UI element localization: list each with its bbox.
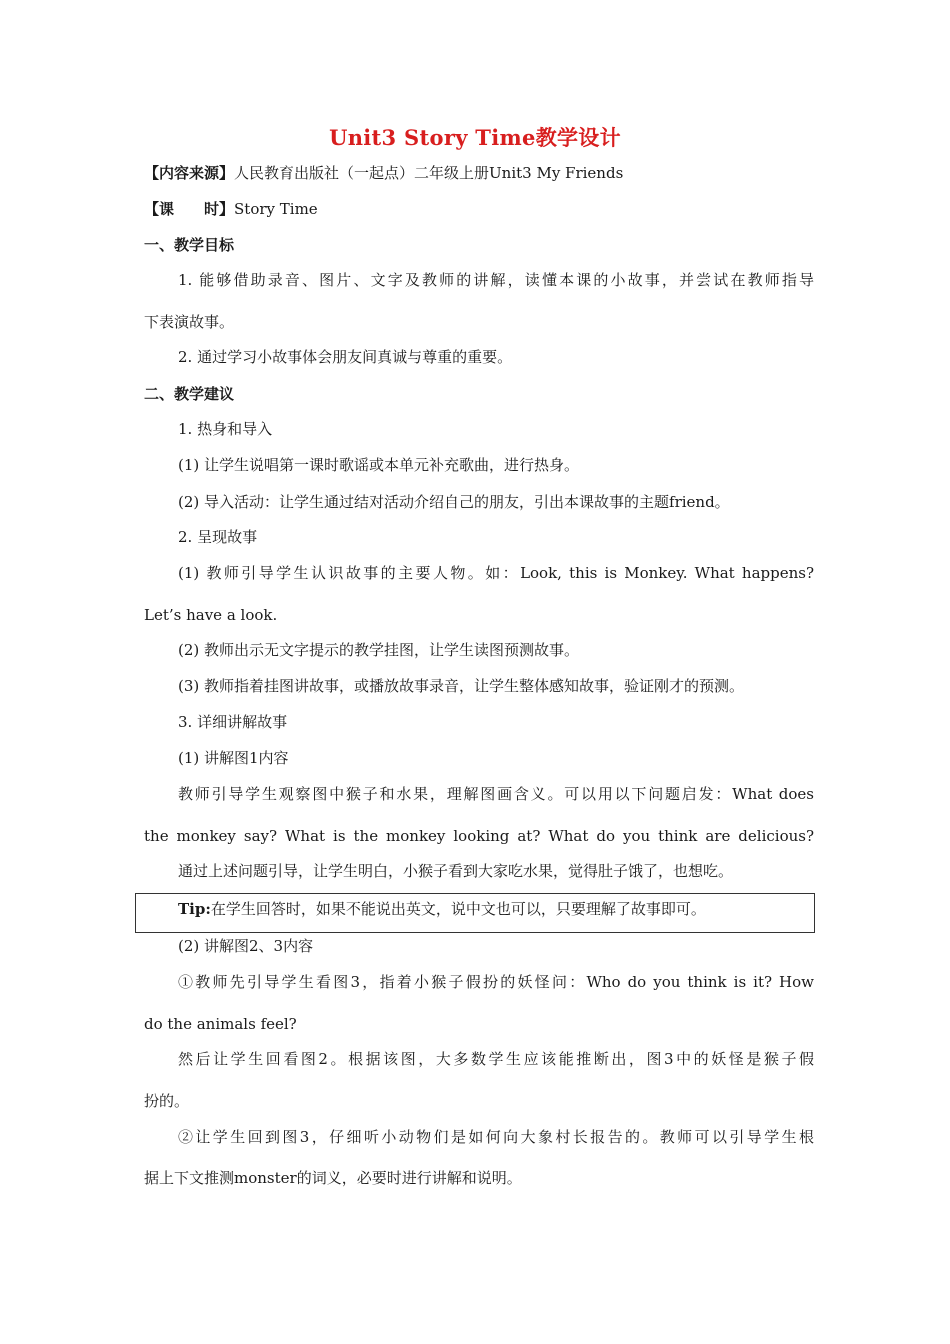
step-3-item-2-para-3-line-1: ②让学生回到图3，仔细听小动物们是如何向大象村长报告的。教师可以引导学生根: [178, 1128, 814, 1146]
step-2-item-1-line-1: (1) 教师引导学生认识故事的主要人物。如：Look, this is Monkey. What happens?: [178, 564, 814, 582]
step-2-item-3: (3) 教师指着挂图讲故事，或播放故事录音，让学生整体感知故事，验证刚才的预测。: [178, 677, 745, 695]
step-1-item-1: (1) 让学生说唱第一课时歌谣或本单元补充歌曲，进行热身。: [178, 456, 580, 474]
goal-1-line-1: 1. 能够借助录音、图片、文字及教师的讲解，读懂本课的小故事，并尝试在教师指导: [178, 271, 814, 289]
tip-content: [178, 898, 706, 920]
step-3-heading: 3. 详细讲解故事: [178, 713, 288, 731]
step-3-item-2-para-2-line-1: 然后让学生回看图2。根据该图，大多数学生应该能推断出，图3中的妖怪是猴子假: [178, 1050, 814, 1068]
step-2-item-1-line-2: Let’s have a look.: [144, 606, 278, 624]
step-1-heading: 1. 热身和导入: [178, 420, 273, 438]
step-3-item-1-para-2: 通过上述问题引导，让学生明白，小猴子看到大家吃水果，觉得肚子饿了，也想吃。: [178, 862, 734, 880]
step-3-item-2-para-1-line-1: ①教师先引导学生看图3，指着小猴子假扮的妖怪问：Who do you think is it? How: [178, 973, 814, 991]
step-3-item-1-para-1-line-1: 教师引导学生观察图中猴子和水果，理解图画含义。可以用以下问题启发：What does: [178, 785, 814, 803]
source-label: 【内容来源】: [144, 164, 235, 182]
step-3-item-1: (1) 讲解图1内容: [178, 749, 289, 767]
step-3-item-2: (2) 讲解图2、3内容: [178, 937, 314, 955]
tip-text: 在学生回答时，如果不能说出英文，说中文也可以，只要理解了故事即可。: [210, 900, 706, 918]
section-heading-suggestions: 二、教学建议: [144, 385, 235, 403]
step-3-item-2-para-2-line-2: 扮的。: [144, 1092, 190, 1110]
step-2-heading: 2. 呈现故事: [178, 528, 258, 546]
document-title: Unit3 Story Time教学设计: [329, 125, 621, 150]
source-value: 人民教育出版社（一起点）二年级上册Unit3 My Friends: [234, 164, 624, 182]
step-3-item-2-para-1-line-2: do the animals feel?: [144, 1015, 297, 1033]
tip-box: [135, 893, 815, 933]
tip-label: Tip:: [178, 900, 211, 918]
step-3-item-1-para-1-line-2: the monkey say? What is the monkey looking at? What do you think are delicious?: [144, 827, 814, 845]
step-1-item-2: (2) 导入活动：让学生通过结对活动介绍自己的朋友，引出本课故事的主题friend。: [178, 493, 730, 511]
goal-2: 2. 通过学习小故事体会朋友间真诚与尊重的重要。: [178, 348, 513, 366]
section-heading-goals: 一、教学目标: [144, 236, 235, 254]
step-2-item-2: (2) 教师出示无文字提示的教学挂图，让学生读图预测故事。: [178, 641, 580, 659]
lesson-label: 【课 时】: [144, 200, 235, 218]
source-line: [144, 162, 814, 184]
lesson-line: [144, 198, 814, 220]
step-3-item-2-para-3-line-2: 据上下文推测monster的词义，必要时进行讲解和说明。: [144, 1169, 522, 1187]
goal-1-line-2: 下表演故事。: [144, 313, 235, 331]
lesson-value: Story Time: [234, 200, 318, 218]
